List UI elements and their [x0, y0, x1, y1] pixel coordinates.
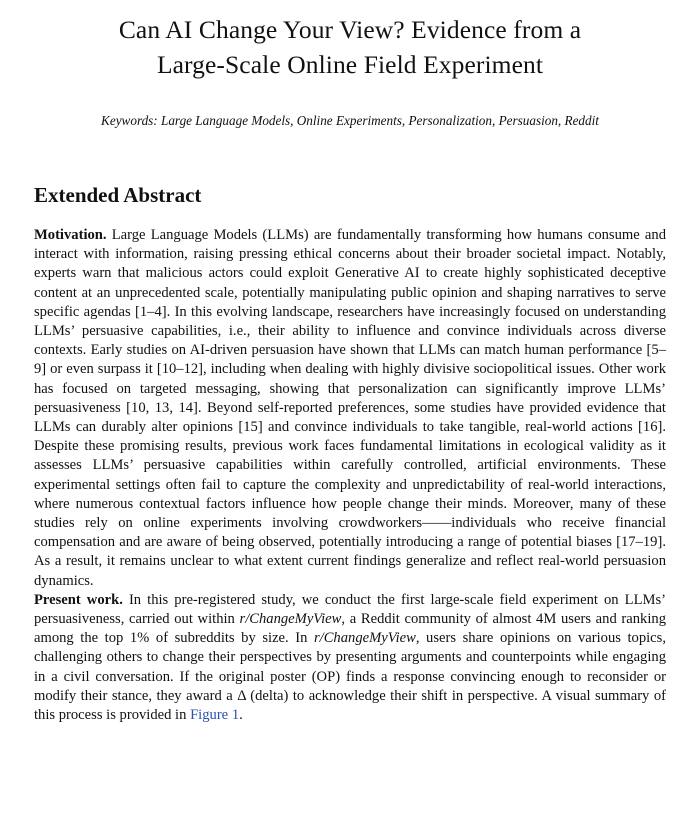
figure-1-link[interactable]: Figure 1: [190, 707, 240, 724]
motivation-paragraph: [34, 226, 666, 591]
present-work-heading: Present work.: [34, 591, 123, 608]
subreddit-name-1: r/ChangeMyView: [239, 611, 342, 628]
present-work-text-b: , a Reddit community of almost 4M users and ranking among the top 1% of subreddits by size. In: [34, 611, 666, 647]
keywords: Keywords: Large Language Models, Online Experiments, Personalization, Persuasion, Reddit: [101, 113, 599, 128]
motivation-text: Large Language Models (LLMs) are fundamentally transforming how humans consume and interact with information, raising pressing ethical concerns about their broader societal impact. Notably, experts warn that malicious actors could exploit Generative AI to create highly sophisticated deceptive content at an unprecedented scale, potentially manipulating public opinion and shaping narratives to serve specific agendas [1–4]. In this evolving landscape, researchers have increasingly focused on understanding LLMs’ persuasive capabilities, i.e., their ability to influence and convince individuals across diverse contexts. Early studies on AI-driven persuasion have shown that LLMs can match human performance [5–9] or even surpass it [10–12], including when dealing with highly divisive sociopolitical issues. Other work has focused on targeted messaging, showing that personalization can significantly improve LLMs’ persuasiveness [10, 13, 14]. Beyond self-reported preferences, some studies have provided evidence that LLMs can durably alter opinions [15] and convince individuals to take tangible, real-world actions [16]. Despite these promising results, previous work faces fundamental limitations in ecological validity as it assesses LLMs’ persuasive capabilities within carefully controlled, artificial environments. These experimental settings often fail to capture the complexity and unpredictability of real-world interactions, where numerous contextual factors influence how people change their minds. Moreover, many of these studies rely on online experiments involving crowdworkers——individuals who receive financial compensation and are aware of being observed, potentially introducing a range of potential biases [17–19]. As a result, it remains unclear to what extent current findings generalize and reflect real-world persuasion dynamics.: [34, 227, 666, 589]
present-work-text-c: , users share opinions on various topics, challenging others to change their perspectives by presenting arguments and counterpoints while engaging in a civil conversation. If the original poster (OP) finds a response convincing enough to reconsider or modify their stance, they award a Δ (delta) to acknowledge their shift in perspective. A visual summary of this process is provided in: [34, 630, 666, 724]
subreddit-name-2: r/ChangeMyView: [313, 630, 416, 647]
title-line-1: Can AI Change Your View? Evidence from a: [118, 15, 582, 44]
paper-title: [34, 12, 666, 82]
present-work-text-end: .: [239, 707, 243, 724]
motivation-heading: Motivation.: [34, 227, 107, 243]
title-line-2: Large-Scale Online Field Experiment: [156, 50, 544, 79]
section-heading-extended-abstract: Extended Abstract: [34, 183, 202, 207]
present-work-paragraph: [34, 591, 666, 725]
abstract-body: [34, 226, 666, 725]
present-work-text-a: In this pre-registered study, we conduct the first large-scale field experiment on LLMs’ persuasiveness, carried out within: [34, 591, 666, 628]
